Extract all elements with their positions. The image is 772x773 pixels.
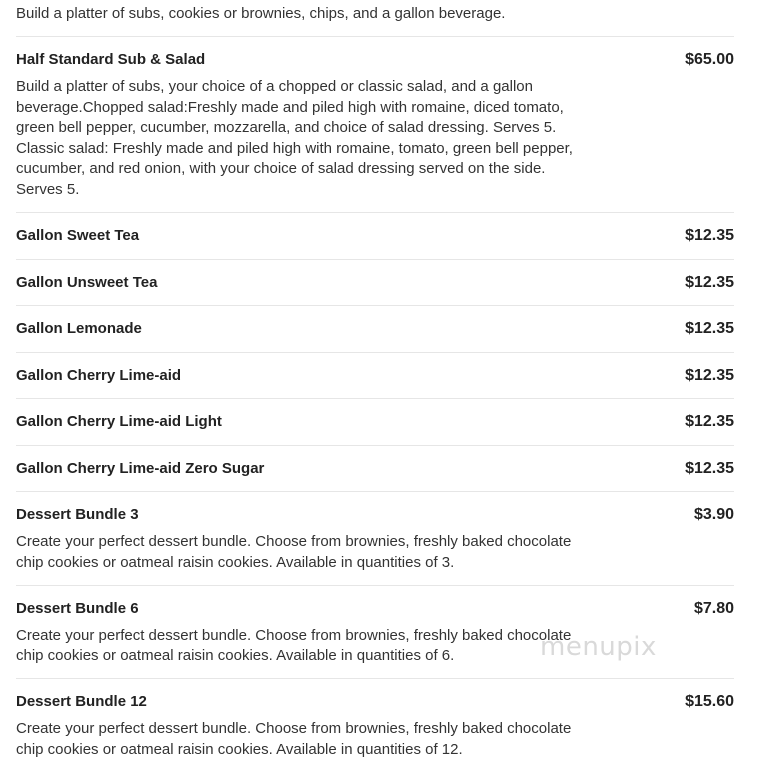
menu-item-description: Create your perfect dessert bundle. Choose from brownies, freshly baked chocolate chip cookies or oatmeal raisin cookies. Available in quantities of 3.	[16, 533, 572, 571]
menu-list	[16, 0, 734, 773]
menu-item-name: Gallon Unsweet Tea	[16, 273, 158, 291]
menu-item-header	[16, 365, 734, 387]
menu-item[interactable]	[16, 353, 734, 400]
menu-item-header	[16, 411, 734, 433]
menu-item[interactable]	[16, 213, 734, 260]
menu-item[interactable]	[16, 260, 734, 307]
menu-item[interactable]	[16, 492, 734, 586]
menu-item[interactable]	[16, 37, 734, 213]
menu-item-price: $12.35	[685, 459, 734, 477]
menu-item[interactable]	[16, 399, 734, 446]
menu-item-description: Create your perfect dessert bundle. Choose from brownies, freshly baked chocolate chip cookies or oatmeal raisin cookies. Available in quantities of 12.	[16, 720, 572, 758]
menu-item-price: $12.35	[685, 273, 734, 291]
menu-item-price: $65.00	[685, 51, 734, 68]
menu-item[interactable]	[16, 679, 734, 773]
watermark-logo: menupix	[540, 632, 657, 662]
menu-item-header	[16, 49, 734, 71]
menu-item-description: Create your perfect dessert bundle. Choose from brownies, freshly baked chocolate chip cookies or oatmeal raisin cookies. Available in quantities of 6.	[16, 626, 572, 664]
menu-item-price: $15.60	[685, 693, 734, 710]
menu-item[interactable]	[16, 586, 734, 680]
menu-item[interactable]	[16, 306, 734, 353]
menu-item-name: Gallon Sweet Tea	[16, 227, 140, 244]
menu-item-header	[16, 504, 734, 526]
menu-item[interactable]	[16, 446, 734, 493]
menu-item-header	[16, 225, 734, 247]
menu-item-name: Gallon Lemonade	[16, 320, 142, 337]
menu-item-price: $12.35	[685, 413, 734, 430]
menu-item-header	[16, 272, 734, 294]
menu-item-price: $12.35	[685, 227, 734, 244]
menu-item-header	[16, 598, 734, 620]
menu-item-price: $12.35	[685, 320, 734, 337]
menu-item-name: Gallon Cherry Lime-aid Zero Sugar	[16, 459, 265, 477]
menu-item-name: Dessert Bundle 12	[16, 693, 147, 710]
menu-item-price: $7.80	[693, 599, 734, 617]
menu-item-description: Build a platter of subs, your choice of a chopped or classic salad, and a gallon beverage.Chopped salad:Freshly made and piled high with romaine, diced tomato, green bell pepper, cucumber, mozzarella, and choice of salad dressing. Serves 5. Classic salad: Freshly made and piled high with romaine, tomato, green bell pepper, cucumber, and red onion, with your choice of salad dressing served on the side. Serves 5.	[16, 78, 573, 198]
menu-item-header	[16, 318, 734, 340]
menu-item-name: Dessert Bundle 3	[16, 506, 139, 523]
menu-item-name: Gallon Cherry Lime-aid	[16, 366, 182, 384]
menu-item-header	[16, 458, 734, 480]
menu-item-price: $3.90	[693, 506, 734, 523]
item-description-partial: Build a platter of subs, cookies or brownies, chips, and a gallon beverage.	[16, 0, 734, 37]
menu-item-name: Half Standard Sub & Salad	[16, 51, 206, 68]
menu-item-price: $12.35	[685, 366, 734, 384]
menu-item-name: Dessert Bundle 6	[16, 599, 139, 617]
menu-item-name: Gallon Cherry Lime-aid Light	[16, 413, 222, 430]
menu-item-header	[16, 691, 734, 713]
